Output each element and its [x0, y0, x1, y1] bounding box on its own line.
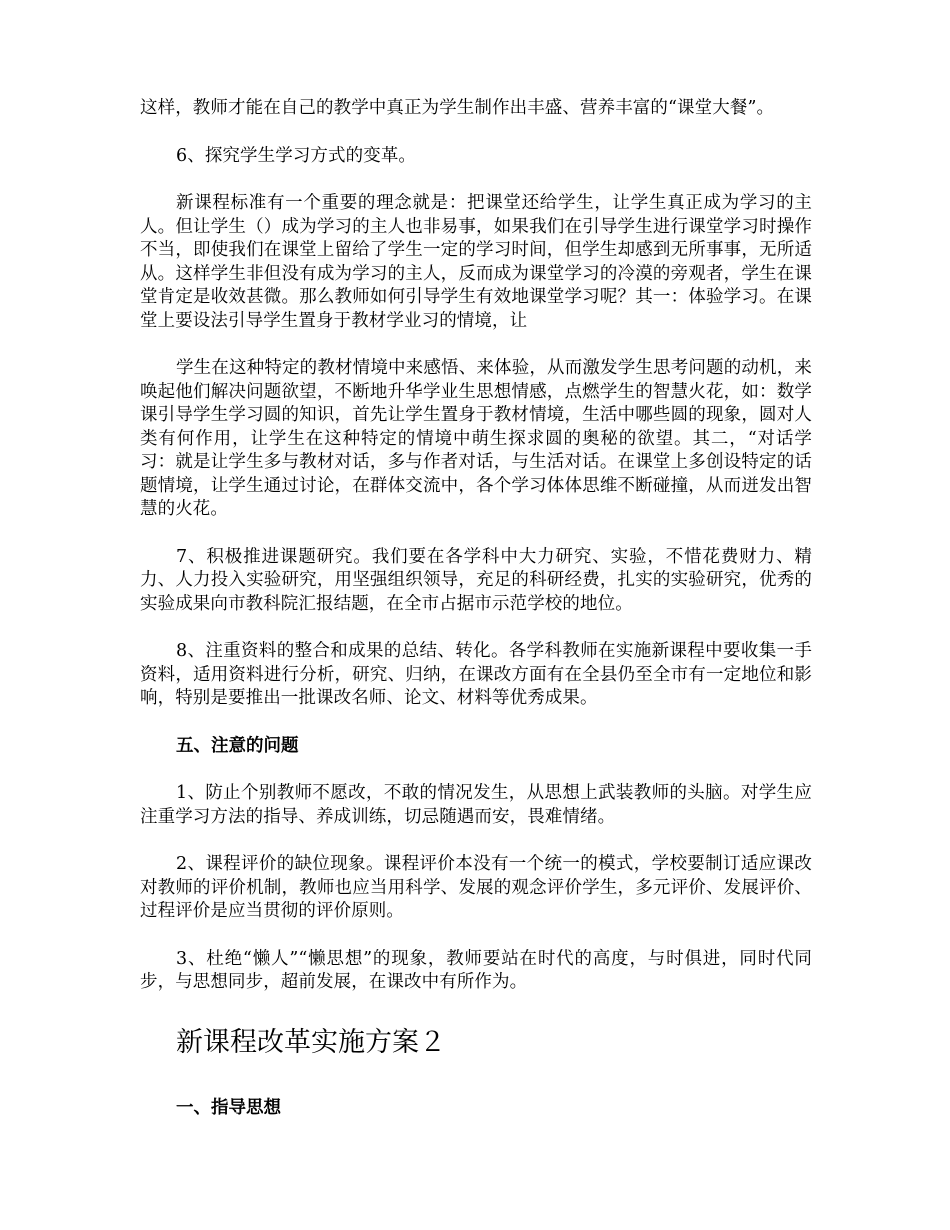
paragraph-experience-learning: 学生在这种特定的教材情境中来感悟、来体验，从而激发学生思考问题的动机，来唤起他们解决问题欲望，不断地升华学业生思想情感，点燃学生的智慧火花，如：数学课引导学生学习圆的知识，首先让学生置身于教材情境，生活中哪些圆的现象，圆对人类有何作用，让学生在这种特定的情境中萌生探求圆的奥秘的欲望。其二，“对话学习：就是让学生多与教材对话，多与作者对话，与生活对话。在课堂上多创设特定的话题情境，让学生通过讨论，在群体交流中，各个学习体体思维不断碰撞，从而迸发出智慧的火花。: [140, 358, 812, 519]
paragraph-item-8: 8、注重资料的整合和成果的总结、转化。各学科教师在实施新课程中要收集一手资料，适用资料进行分析，研究、归纳，在课改方面有在全县仍至全市有一定地位和影响，特别是要推出一批课改名师、论文、材料等优秀成果。: [140, 641, 812, 708]
paragraph-item-7: 7、积极推进课题研究。我们要在各学科中大力研究、实验，不惜花费财力、精力、人力投入实验研究，用坚强组织领导，充足的科研经费，扎实的实验研究，优秀的实验成果向市教科院汇报结题，在全市占据市示范学校的地位。: [140, 546, 812, 614]
paragraph-issue-3: 3、杜绝“懒人”“懒思想”的现象，教师要站在时代的高度，与时俱进，同时代同步，与思想同步，超前发展，在课改中有所作为。: [140, 948, 812, 992]
document-page: [140, 97, 812, 1120]
document-title: 新课程改革实施方案２: [176, 1026, 446, 1058]
paragraph-issue-2: 2、课程评价的缺位现象。课程评价本没有一个统一的模式，学校要制订适应课改对教师的评价机制，教师也应当用科学、发展的观念评价学生，多元评价、发展评价、过程评价是应当贯彻的评价原则。: [140, 854, 812, 921]
paragraph-continuation: 这样，教师才能在自己的教学中真正为学生制作出丰盛、营养丰富的“课堂大餐”。: [140, 98, 775, 118]
paragraph-issue-1: 1、防止个别教师不愿改，不敢的情况发生，从思想上武装教师的头脑。对学生应注重学习方法的指导、养成训练，切忌随遇而安，畏难情绪。: [140, 783, 812, 827]
section-heading: 五、注意的问题: [176, 735, 299, 756]
paragraph-new-curriculum: 新课程标准有一个重要的理念就是：把课堂还给学生，让学生真正成为学习的主人。但让学生（）成为学习的主人也非易事，如果我们在引导学生进行课堂学习时操作不当，即使我们在课堂上留给了学生一定的学习时间，但学生却感到无所事事，无所适从。这样学生非但没有成为学习的主人，反而成为课堂学习的冷漠的旁观者，学生在课堂肯定是收效甚微。那么教师如何引导学生有效地课堂学习呢？其一：体验学习。在课堂上要设法引导学生置身于教材学业习的情境，让: [140, 193, 812, 331]
paragraph-item-6: 6、探究学生学习方式的变革。: [176, 145, 417, 166]
sub-heading: 一、指导思想: [176, 1097, 281, 1118]
